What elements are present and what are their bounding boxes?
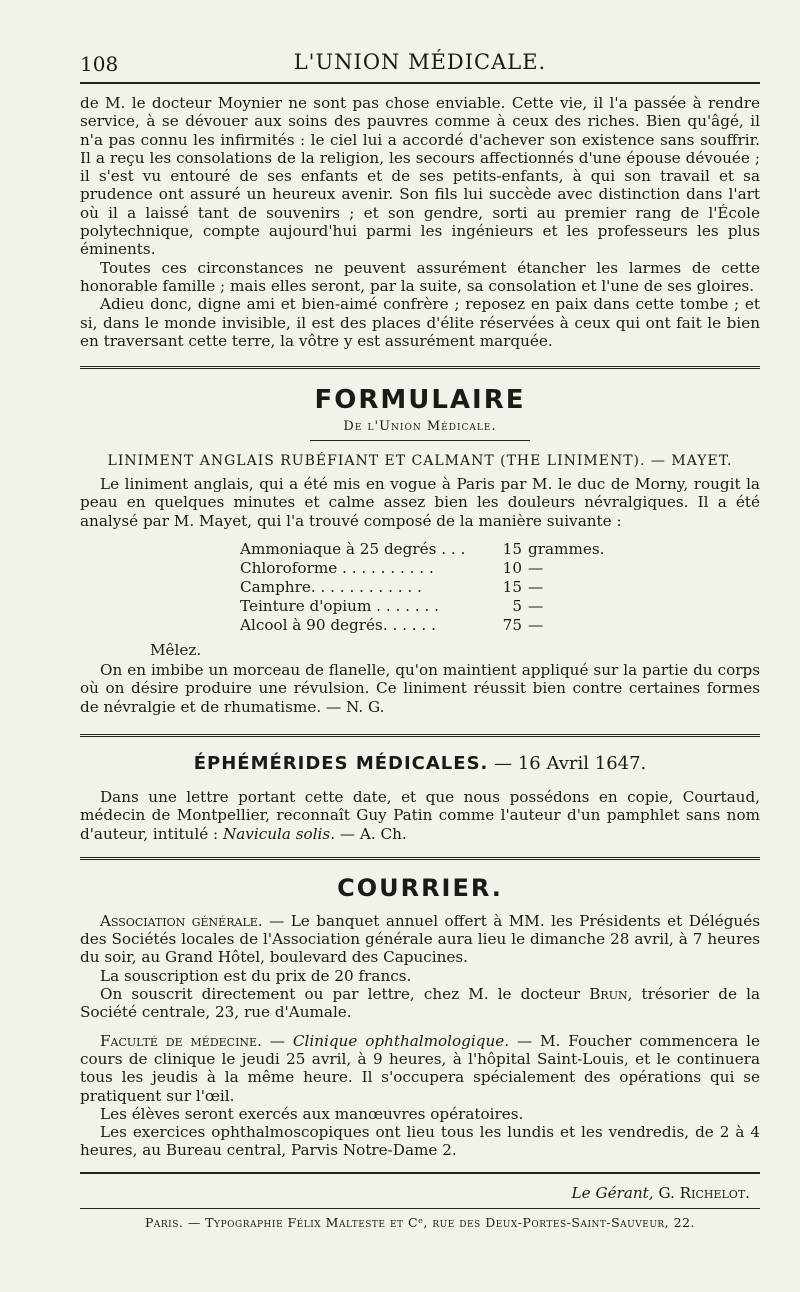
ingredient-name: Camphre. . . . . . . . . . . . — [240, 578, 422, 597]
subscription-where — [80, 985, 760, 1022]
imprint-rule — [80, 1208, 760, 1209]
liniment-usage: On en imbibe un morceau de flanelle, qu'on maintient appliqué sur la partie du corps où on désire produire une révulsion. Ce liniment réussit bien contre certaines formes de névralgie et de rhumatisme. — N. G. — [80, 661, 760, 716]
ingredient-qty: 15 — [502, 540, 522, 559]
ephemerides-section — [80, 753, 760, 843]
ingredient-qty: 10 — [502, 559, 522, 578]
students-paragraph: Les élèves seront exercés aux manœuvres opératoires. — [100, 1104, 524, 1123]
courrier-section — [80, 874, 760, 1160]
subscription-name: Brun — [589, 985, 628, 1004]
formulaire-title: FORMULAIRE — [314, 385, 526, 416]
short-rule — [310, 440, 530, 441]
ingredients-table — [240, 540, 638, 635]
ephemerides-body: Dans une lettre portant cette date, et que nous possédons en copie, Courtaud, médecin de Montpellier, reconnaît Guy Patin comme l'auteur d'un pamphlet sans nom d'auteur, intitulé : — [80, 787, 760, 843]
ingredient-unit: — — [528, 616, 544, 635]
faculte-course: Clinique ophthalmologique. — [292, 1031, 510, 1050]
running-head — [80, 40, 760, 80]
section-divider — [80, 734, 760, 739]
courrier-title: COURRIER. — [337, 873, 503, 902]
ephemerides-date: — 16 Avril 1647. — [494, 752, 647, 774]
association-label: Association générale. — [100, 911, 263, 930]
ingredient-name: Teinture d'opium . . . . . . . — [240, 597, 439, 616]
ephemerides-text — [80, 788, 760, 843]
faculte-paragraph — [80, 1032, 760, 1105]
formulaire-subtitle: De l'Union Médicale. — [343, 419, 497, 435]
subscription-where-2: , trésorier de la Société centrale, 23, rue d'Aumale. — [80, 985, 761, 1022]
gerant-label: Le Gérant, — [571, 1183, 654, 1202]
ingredient-unit: — — [528, 559, 544, 578]
ingredient-row — [240, 578, 638, 597]
obituary-paragraph-3: Adieu donc, digne ami et bien-aimé confrère ; reposez en paix dans cette tombe ; et si, dans le monde invisible, il est des places d'élite réservées à ceux qui ont fait le bien en traversant cette terre, la vôtre y est assurément marquée. — [80, 295, 760, 350]
page-number: 108 — [80, 52, 119, 76]
ingredient-row — [240, 597, 638, 616]
ingredient-name: Chloroforme . . . . . . . . . . — [240, 559, 434, 578]
imprint: Paris. — Typographie Félix Malteste et Cᵉ, rue des Deux-Portes-Saint-Sauveur, 22. — [144, 1214, 696, 1230]
ephemerides-heading — [80, 753, 760, 774]
ingredient-qty: 5 — [512, 597, 522, 616]
ephemerides-title-ref: Navicula solis. — [222, 824, 336, 843]
ingredient-qty: 15 — [502, 578, 522, 597]
exercises-paragraph: Les exercices ophthalmoscopiques ont lieu tous les lundis et les vendredis, de 2 à 4 heures, au Bureau central, Parvis Notre-Dame 2. — [80, 1123, 760, 1160]
ingredient-name: Alcool à 90 degrés. . . . . . — [240, 616, 436, 635]
obituary-paragraph-2: Toutes ces circonstances ne peuvent assurément étancher les larmes de cette honorable famille ; mais elles seront, par la suite, sa consolation et l'une de ses gloires. — [80, 258, 760, 295]
ingredient-row — [240, 540, 638, 559]
header-rule — [80, 82, 760, 84]
ingredient-unit: — — [528, 578, 544, 597]
ingredient-name: Ammoniaque à 25 degrés . . . — [240, 540, 466, 559]
section-divider — [80, 857, 760, 862]
ingredient-qty: 75 — [502, 616, 522, 635]
formulaire-section — [80, 385, 760, 716]
association-text: — Le banquet annuel offert à MM. les Présidents et Délégués des Sociétés locales de l'Association générale aura lieu le dimanche 28 avril, à 7 heures du soir, au Grand Hôtel, boulevard des Capucines. — [80, 911, 760, 967]
melez-instruction: Mêlez. — [150, 641, 202, 660]
ingredient-row — [240, 616, 638, 635]
faculte-text: — M. Foucher commencera le cours de clinique le jeudi 25 avril, à 9 heures, à l'hôpital Saint-Louis, et le continuera tous les jeudis à la même heure. Il s'occupera spécialement des opérations qui se pratiquent sur l'œil. — [80, 1031, 761, 1105]
obituary-section — [80, 94, 760, 350]
faculte-label: Faculté de médecine. — [100, 1031, 262, 1050]
association-paragraph — [80, 912, 760, 967]
liniment-title: LINIMENT ANGLAIS RUBÉFIANT ET CALMANT (THE LINIMENT). — MAYET. — [107, 453, 733, 470]
footer-rule — [80, 1172, 760, 1174]
ephemerides-title: ÉPHÉMÉRIDES MÉDICALES. — [193, 752, 489, 774]
section-divider — [80, 366, 760, 371]
ingredient-unit: — — [528, 597, 544, 616]
ingredient-row — [240, 559, 638, 578]
journal-title: L'UNION MÉDICALE. — [293, 50, 547, 74]
liniment-intro: Le liniment anglais, qui a été mis en vogue à Paris par M. le duc de Morny, rougit la peau en quelques minutes et calme assez bien les douleurs névralgiques. Il a été analysé par M. Mayet, qui l'a trouvé composé de la manière suivante : — [80, 475, 760, 530]
subscription-price: La souscription est du prix de 20 francs. — [100, 966, 412, 985]
gerant-name: G. Richelot. — [658, 1183, 750, 1202]
subscription-where-1: On souscrit directement ou par lettre, chez M. le docteur — [100, 985, 581, 1004]
gerant-signature — [80, 1184, 750, 1202]
faculte-dash: — — [269, 1031, 285, 1050]
ephemerides-signature: — A. Ch. — [339, 824, 407, 843]
ingredient-unit: grammes. — [528, 540, 605, 559]
obituary-paragraph-1: de M. le docteur Moynier ne sont pas chose enviable. Cette vie, il l'a passée à rendre service, à se dévouer aux soins des pauvres comme à ceux des riches. Bien qu'âgé, il n'a pas connu les infirmités : le ciel lui a accordé d'achever son existence sans souffrir. Il a reçu les consolations de la religion, les secours affectionnés d'une épouse dévouée ; il s'est vu entouré de ses enfants et de ses petits-enfants, à qui son travail et sa prudence ont assuré un heureux avenir. Son fils lui succède avec distinction dans l'art où il a laissé tant de souvenirs ; et son gendre, sorti au premier rang de l'École polytechnique, compte aujourd'hui parmi les ingénieurs et les professeurs les plus éminents. — [80, 94, 760, 259]
